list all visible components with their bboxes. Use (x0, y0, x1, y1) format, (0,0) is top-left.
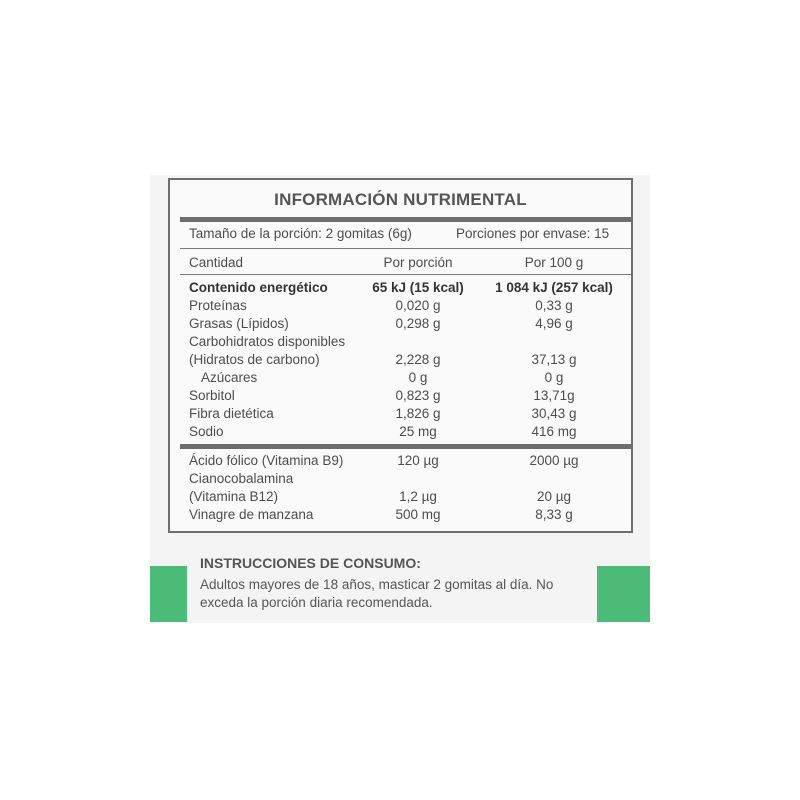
nutrient-label: Proteínas (189, 298, 247, 313)
nutrition-title: INFORMACIÓN NUTRIMENTAL (274, 190, 527, 209)
nutrient-label: Grasas (Lípidos) (189, 316, 289, 331)
nutrient-per-serving: 2,228 g (395, 352, 441, 367)
servings-per-container: Porciones por envase: 15 (456, 226, 610, 241)
extra-label: Vinagre de manzana (189, 507, 314, 522)
nutrient-label: Carbohidratos disponibles (189, 334, 346, 349)
header-amount: Cantidad (189, 255, 244, 270)
nutrient-label: Fibra dietética (189, 406, 274, 421)
nutrition-table (168, 178, 633, 533)
nutrient-per-serving: 0,020 g (395, 298, 441, 313)
nutrient-per-100g: 0,33 g (535, 298, 573, 313)
extra-label: Cianocobalamina (189, 471, 294, 486)
nutrient-per-serving: 1,826 g (395, 406, 441, 421)
nutrient-per-serving: 0 g (408, 370, 428, 385)
extra-per-100g: 8,33 g (535, 507, 573, 522)
header-per-serving: Por porción (383, 255, 453, 270)
extra-per-serving: 500 mg (395, 507, 441, 522)
nutrient-label-line2: (Hidratos de carbono) (189, 352, 320, 367)
nutrient-label: Sodio (189, 424, 224, 439)
nutrient-per-100g: 416 mg (531, 424, 577, 439)
nutrient-label: Sorbitol (189, 388, 235, 403)
nutrient-per-100g: 13,71g (533, 388, 575, 403)
nutrient-label: Azúcares (201, 370, 258, 385)
nutrient-per-100g: 4,96 g (535, 316, 573, 331)
header-per-100g: Por 100 g (524, 255, 584, 270)
divider (180, 248, 631, 249)
extra-per-100g: 2000 µg (529, 453, 579, 468)
nutrient-per-serving: 0,823 g (395, 388, 441, 403)
extra-label-line2: (Vitamina B12) (189, 489, 279, 504)
extra-label: Ácido fólico (Vitamina B9) (189, 453, 344, 468)
nutrient-per-100g: 0 g (544, 370, 564, 385)
extra-per-100g: 20 µg (536, 489, 572, 504)
instructions-text: Adultos mayores de 18 años, masticar 2 gomitas al día. No exceda la porción diaria recomendada. (200, 577, 554, 610)
extra-per-serving: 120 µg (397, 453, 439, 468)
thick-divider (180, 444, 631, 449)
nutrient-per-serving: 25 mg (399, 424, 437, 439)
energy-label: Contenido energético (189, 280, 328, 295)
nutrient-per-100g: 37,13 g (531, 352, 577, 367)
top-divider (180, 217, 631, 222)
green-accent-left (150, 566, 187, 622)
serving-size: Tamaño de la porción: 2 gomitas (6g) (189, 226, 412, 241)
divider (180, 274, 631, 275)
nutrient-per-serving: 0,298 g (395, 316, 441, 331)
nutrient-per-100g: 30,43 g (531, 406, 577, 421)
green-accent-right (597, 566, 650, 622)
energy-per-100g: 1 084 kJ (257 kcal) (495, 280, 613, 295)
instructions-title: INSTRUCCIONES DE CONSUMO: (200, 555, 421, 571)
extra-per-serving: 1,2 µg (399, 489, 437, 504)
instructions-section (200, 555, 595, 612)
energy-per-serving: 65 kJ (15 kcal) (372, 280, 464, 295)
